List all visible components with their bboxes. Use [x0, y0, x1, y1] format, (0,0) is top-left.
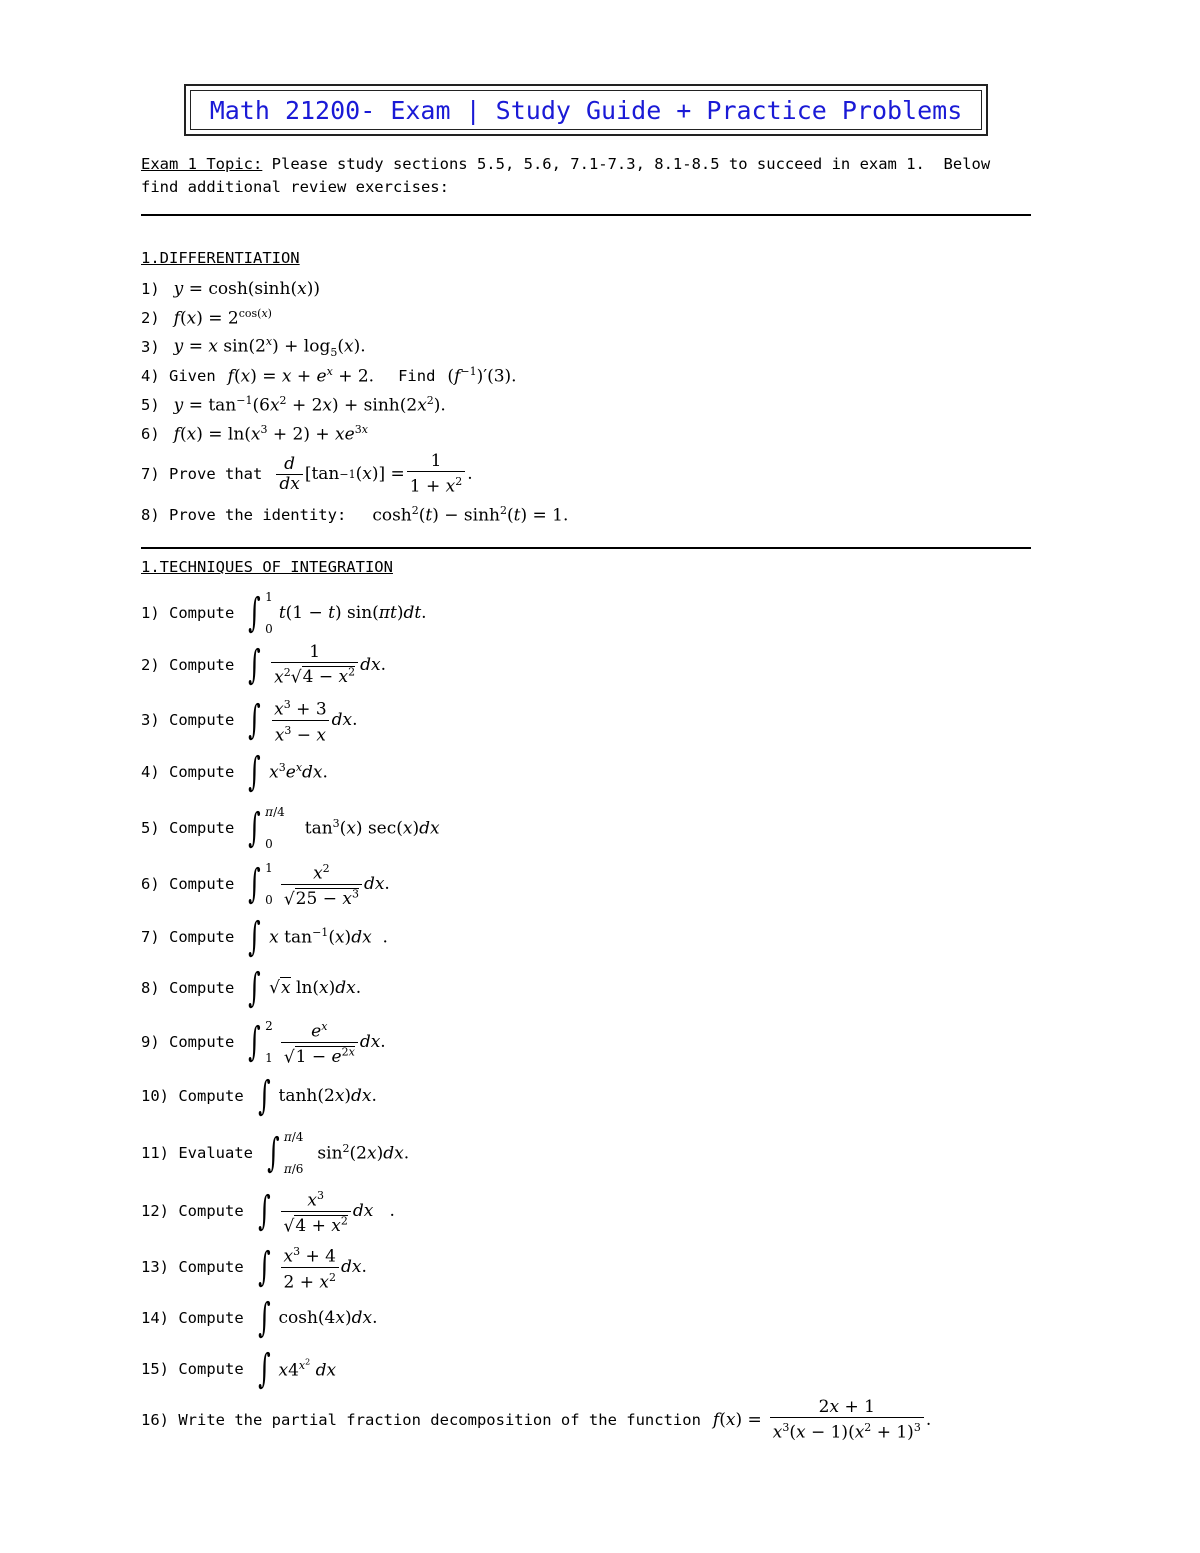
integral-sign: ∫: [248, 914, 262, 960]
diff-problem-1: [141, 276, 320, 302]
math-expr: $\frac{e^x}{√1 - e^{2x}}$ dx .: [279, 1017, 386, 1067]
math-expr: $\frac{x^2}{√25 - x^3}$ dx .: [279, 859, 390, 909]
diff-problem-5: [141, 392, 446, 418]
math-expr: $\cosh^2(t) - \sinh^2(t) = 1$.: [372, 504, 569, 526]
math-expr: √x ln(x)dx.: [269, 978, 362, 998]
limits: 1 0: [265, 590, 273, 636]
integ-problem-11: [141, 1126, 409, 1180]
problem-number: 7) Compute: [141, 928, 235, 946]
math-expr: $(f^{-1})'(3)$.: [447, 365, 517, 387]
math-expr: tanh(2x)dx.: [278, 1086, 377, 1106]
integral-sign: ∫: [248, 861, 262, 907]
intro-line2: find additional review exercises:: [141, 178, 449, 196]
integ-problem-2: [141, 640, 386, 690]
problem-number: 8) Compute: [141, 979, 235, 997]
problem-number: 6): [141, 425, 160, 443]
integral-sign: ∫: [248, 965, 262, 1011]
diff-problem-4: [141, 363, 517, 389]
integ-problem-7: [141, 914, 388, 960]
divider-2: [141, 547, 1031, 549]
integral-sign: ∫: [248, 590, 262, 636]
integ-problem-8: [141, 965, 361, 1011]
problem-number: 1): [141, 280, 160, 298]
problem-number: 5): [141, 396, 160, 414]
math-expr: x $\tan^{-1}(x)dx$ .: [269, 926, 388, 948]
integ-problem-10: [141, 1073, 377, 1119]
problem-number: 5) Compute: [141, 819, 235, 837]
integral-sign: ∫: [257, 1073, 271, 1119]
integ-problem-12: [141, 1186, 395, 1236]
diff-problem-2: [141, 305, 272, 331]
math-expr: $\tan^3(x)$ sec(x)dx: [304, 817, 440, 839]
integ-problem-1: [141, 588, 427, 638]
integral-sign: ∫: [248, 1019, 262, 1065]
problem-number: 2): [141, 309, 160, 327]
integ-problem-9: [141, 1016, 386, 1068]
integ-problem-13: [141, 1242, 367, 1292]
math-expr: $\frac{d}{dx}$ [tan −1 ( x )] = $\frac{1}{1 + x^2}$ .: [274, 452, 472, 497]
problem-number: 6) Compute: [141, 875, 235, 893]
integ-problem-15: [141, 1346, 336, 1392]
limits: 2 1: [265, 1019, 273, 1065]
integral-sign: ∫: [248, 697, 262, 743]
problem-number: 4) Compute: [141, 763, 235, 781]
math-expr: t(1 − t) sin(πt)dt.: [278, 603, 427, 623]
limits: 1 0: [265, 861, 273, 907]
math-expr: $f(x) = x + e^x + 2$.: [227, 365, 375, 387]
integral-sign: ∫: [248, 805, 262, 851]
math-expr: $\sin^2(2x)dx$.: [317, 1142, 410, 1164]
problem-number: 3) Compute: [141, 711, 235, 729]
integral-sign: ∫: [248, 642, 262, 688]
problem-number: 4) Given: [141, 367, 216, 385]
diff-problem-8: [141, 502, 568, 528]
integ-problem-5: [141, 802, 440, 854]
math-expr: f ( x ) = $\frac{2x + 1}{x^3(x - 1)(x^2 + 1)^3}$ .: [712, 1396, 932, 1443]
topic-label: Exam 1 Topic:: [141, 155, 263, 173]
title-inner-box: [190, 90, 982, 130]
page-title: Math 21200- Exam | Study Guide + Practice Problems: [209, 95, 963, 125]
problem-number: 2) Compute: [141, 656, 235, 674]
math-expr: $f(x) = 2^{cos(x)}$: [173, 307, 272, 329]
integral-sign: ∫: [257, 1346, 271, 1392]
math-expr: $\frac{x^3 + 4}{2 + x^2}$ dx .: [279, 1242, 367, 1292]
integral-sign: ∫: [257, 1295, 271, 1341]
problem-number: 8) Prove the identity:: [141, 506, 347, 524]
integ-problem-14: [141, 1295, 378, 1341]
section-integration: 1.TECHNIQUES OF INTEGRATION: [141, 558, 393, 576]
integral-sign: ∫: [267, 1130, 280, 1176]
math-expr: $f(x) = \ln(x^3 + 2) + xe^{3x}$: [173, 423, 368, 445]
math-expr: $x^3e^xdx$.: [269, 761, 328, 783]
math-expr: $\frac{1}{x^2√4 - x^2}$ dx .: [269, 643, 386, 688]
problem-number: 10) Compute: [141, 1087, 244, 1105]
math-expr: $y = \tan^{-1}(6x^2 + 2x) + \sinh(2x^2)$.: [173, 394, 446, 416]
limits: π/4 π/6: [283, 1130, 304, 1176]
math-expr: y = cosh(sinh(x)): [173, 279, 320, 299]
problem-number: 7) Prove that: [141, 465, 263, 483]
math-expr: $x4^{x^2}$ dx: [278, 1357, 337, 1381]
diff-problem-7: [141, 450, 473, 498]
problem-number: 3): [141, 338, 160, 356]
diff-problem-3: [141, 334, 366, 360]
math-expr: cosh(4x)dx.: [278, 1308, 378, 1328]
find-label: Find: [398, 367, 436, 385]
problem-number: 12) Compute: [141, 1202, 244, 1220]
integ-problem-4: [141, 749, 328, 795]
problem-number: 11) Evaluate: [141, 1144, 253, 1162]
integ-problem-3: [141, 695, 358, 745]
problem-number: 15) Compute: [141, 1360, 244, 1378]
integ-problem-16: [141, 1396, 931, 1444]
math-expr: y = x $\sin(2^x) + \log_5(x)$.: [173, 334, 366, 360]
limits: π/4 0: [265, 805, 285, 851]
problem-number: 16) Write the partial fraction decomposition of the function: [141, 1411, 701, 1429]
math-expr: $\frac{x^3 + 3}{x^3 - x}$ dx .: [269, 695, 357, 745]
math-expr: $\frac{x^3}{√4 + x^2}$ dx .: [279, 1186, 395, 1236]
integral-sign: ∫: [257, 1244, 271, 1290]
problem-number: 13) Compute: [141, 1258, 244, 1276]
problem-number: 9) Compute: [141, 1033, 235, 1051]
diff-problem-6: [141, 421, 368, 447]
integral-sign: ∫: [248, 749, 262, 795]
section-differentiation: 1.DIFFERENTIATION: [141, 249, 300, 267]
intro-text: [141, 153, 1081, 199]
integral-sign: ∫: [257, 1188, 271, 1234]
problem-number: 1) Compute: [141, 604, 235, 622]
topic-text: Please study sections 5.5, 5.6, 7.1-7.3, 8.1-8.5 to succeed in exam 1. Below: [262, 155, 991, 173]
divider-1: [141, 214, 1031, 216]
problem-number: 14) Compute: [141, 1309, 244, 1327]
title-box: [184, 84, 988, 136]
integ-problem-6: [141, 858, 390, 910]
